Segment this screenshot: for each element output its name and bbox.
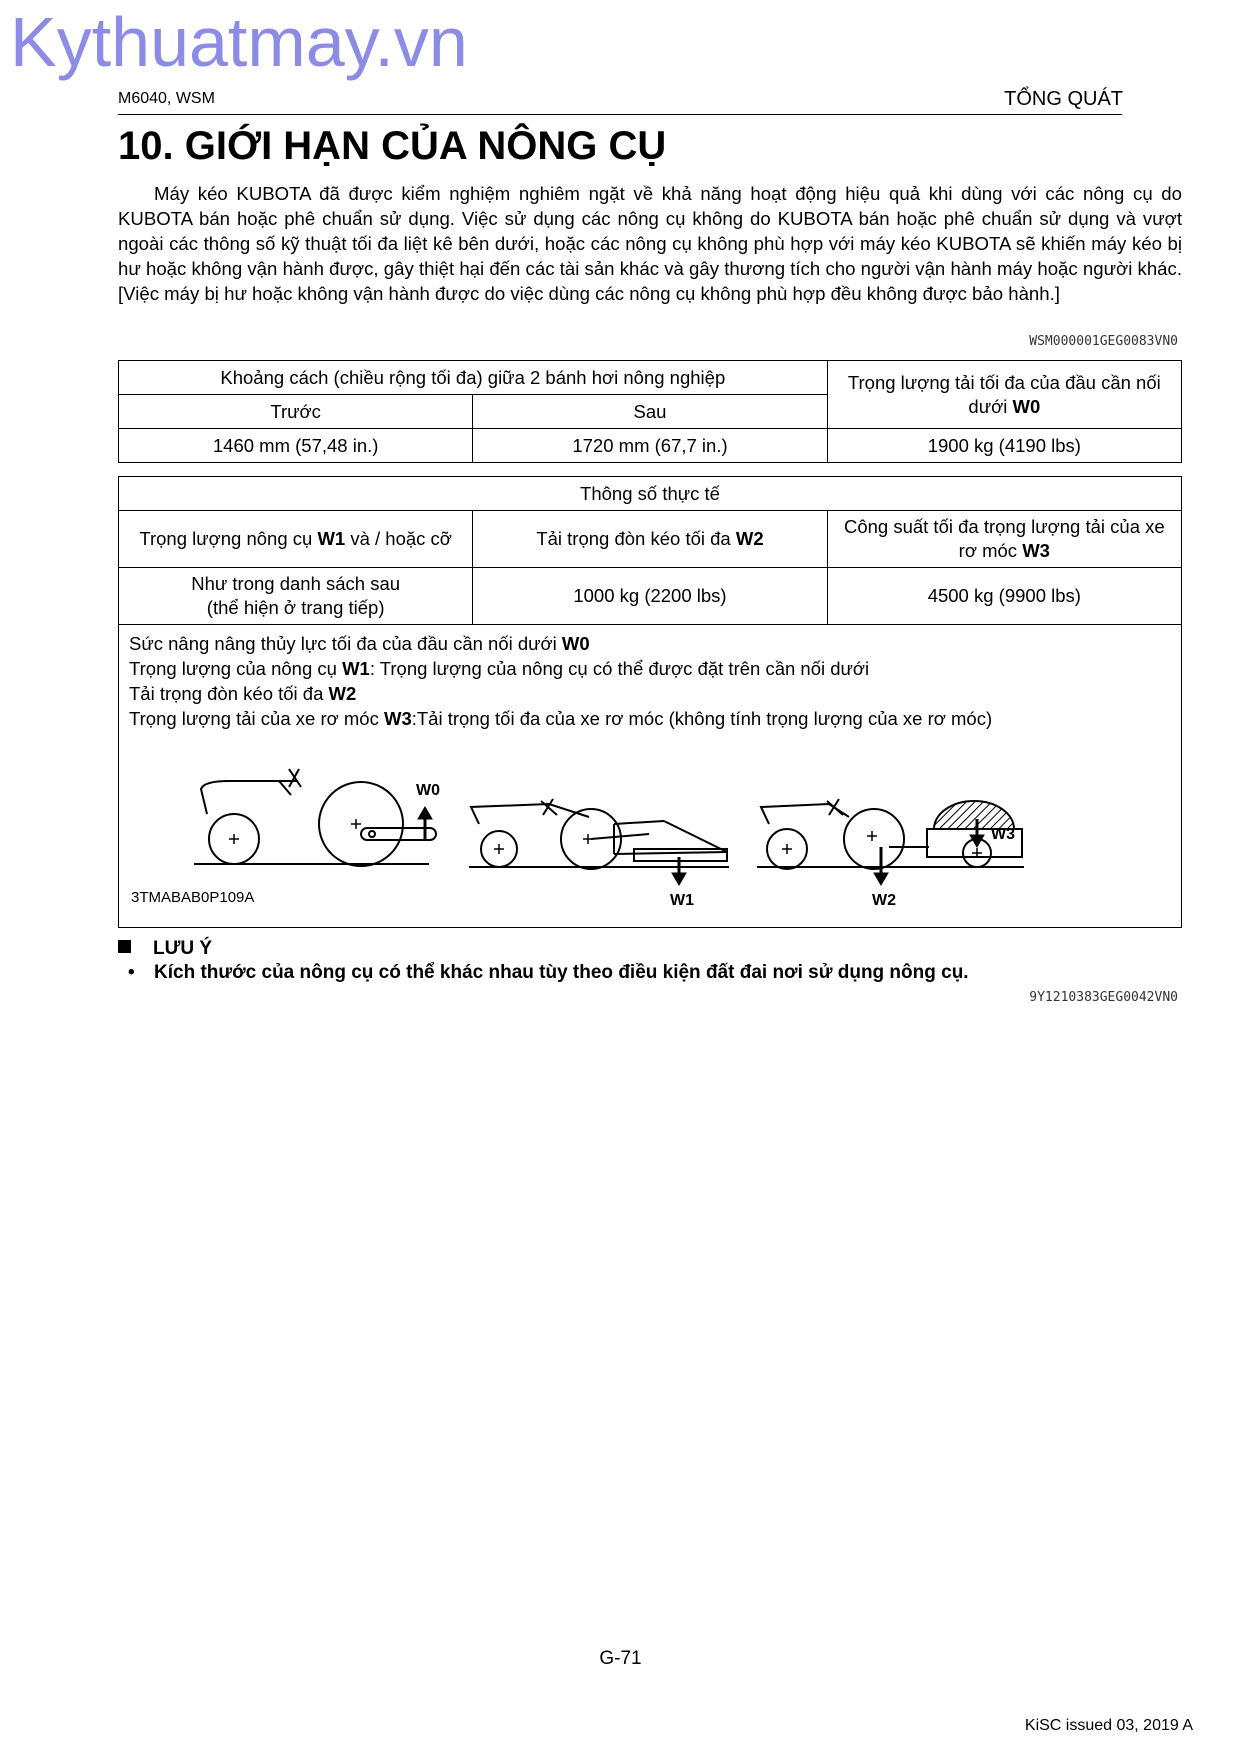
- drawbar-load-header: Tải trọng đòn kéo tối đa W2: [473, 511, 827, 568]
- bullet-icon: •: [128, 962, 135, 983]
- issued-info: KiSC issued 03, 2019 A: [1024, 1717, 1193, 1734]
- intro-paragraph: Máy kéo KUBOTA đã được kiểm nghiệm nghiêm ngặt về khả năng hoạt động hiệu quả khi dùng với các nông cụ do KUBOTA bán hoặc phê chuẩn sử dụng. Việc sử dụng các nông cụ không do KUBOTA bán hoặc phê chuẩn sử dụng và vượt ngoài các thông số kỹ thuật tối đa liệt kê bên dưới, hoặc các nông cụ không phù hợp với máy kéo KUBOTA sẽ khiến máy kéo bị hư hoặc không vận hành được, gây thiệt hại đến các tài sản khác và gây thương tích cho người vận hành máy hoặc người khác. [Việc máy bị hư hoặc không vận hành được do việc dùng các nông cụ không phù hợp đều không được bảo hành.]: [118, 183, 1182, 304]
- header-model: M6040, WSM: [118, 90, 215, 107]
- doc-code-1: WSM000001GEG0083VN0: [1029, 334, 1178, 349]
- label-w1: W1: [670, 892, 694, 909]
- definition-w0: Sức nâng nâng thủy lực tối đa của đầu cần nối dưới W0: [129, 633, 590, 654]
- label-w3: W3: [991, 826, 1015, 843]
- implement-weight-header: Trọng lượng nông cụ W1 và / hoặc cỡ: [119, 511, 473, 568]
- actual-spec-table: [118, 476, 1182, 928]
- header-rule: [118, 114, 1122, 115]
- note-item: • Kích thước của nông cụ có thể khác nhau tùy theo điều kiện đất đai nơi sử dụng nông cụ.: [128, 962, 969, 983]
- doc-code-2: 9Y1210383GEG0042VN0: [1029, 990, 1178, 1005]
- note-heading: LƯU Ý: [118, 938, 212, 960]
- max-load-value: 1900 kg (4190 lbs): [827, 429, 1181, 463]
- front-label: Trước: [119, 395, 473, 429]
- actual-spec-header: Thông số thực tế: [119, 477, 1182, 511]
- front-value: 1460 mm (57,48 in.): [119, 429, 473, 463]
- tractor-w1-drawing: [469, 799, 729, 869]
- header-section: TỔNG QUÁT: [1004, 88, 1123, 110]
- trailer-load-hatch: [934, 801, 1014, 829]
- tractor-w0-drawing: [194, 769, 436, 866]
- figure-code: 3TMABAB0P109A: [131, 889, 255, 906]
- load-diagram-svg: [129, 739, 1169, 914]
- max-load-header: Trọng lượng tải tối đa của đầu cần nối dưới W0: [827, 361, 1181, 429]
- rear-value: 1720 mm (67,7 in.): [473, 429, 827, 463]
- track-width-header: Khoảng cách (chiều rộng tối đa) giữa 2 bánh hơi nông nghiệp: [119, 361, 828, 395]
- definitions-cell: [119, 625, 1182, 928]
- trailer-capacity-header: Công suất tối đa trọng lượng tải của xe rơ móc W3: [827, 511, 1181, 568]
- load-diagram: [129, 739, 1169, 914]
- page-title: 10. GIỚI HẠN CỦA NÔNG CỤ: [118, 124, 667, 168]
- track-width-table: [118, 360, 1182, 463]
- page-number: G-71: [599, 1648, 642, 1669]
- label-w0: W0: [416, 782, 440, 799]
- implement-weight-value: Như trong danh sách sau (thể hiện ở trang tiếp): [119, 568, 473, 625]
- label-w2: W2: [872, 892, 896, 909]
- definition-w1: Trọng lượng của nông cụ W1: Trọng lượng của nông cụ có thể được đặt trên cần nối dưới: [129, 658, 870, 679]
- definition-w2: Tải trọng đòn kéo tối đa W2: [129, 683, 357, 704]
- rear-label: Sau: [473, 395, 827, 429]
- note-square-icon: [118, 940, 131, 953]
- trailer-capacity-value: 4500 kg (9900 lbs): [827, 568, 1181, 625]
- definition-w3: Trọng lượng tải của xe rơ móc W3:Tải trọng tối đa của xe rơ móc (không tính trọng lượng của xe rơ móc): [129, 708, 993, 729]
- watermark: Kythuatmay.vn: [10, 3, 468, 81]
- drawbar-load-value: 1000 kg (2200 lbs): [473, 568, 827, 625]
